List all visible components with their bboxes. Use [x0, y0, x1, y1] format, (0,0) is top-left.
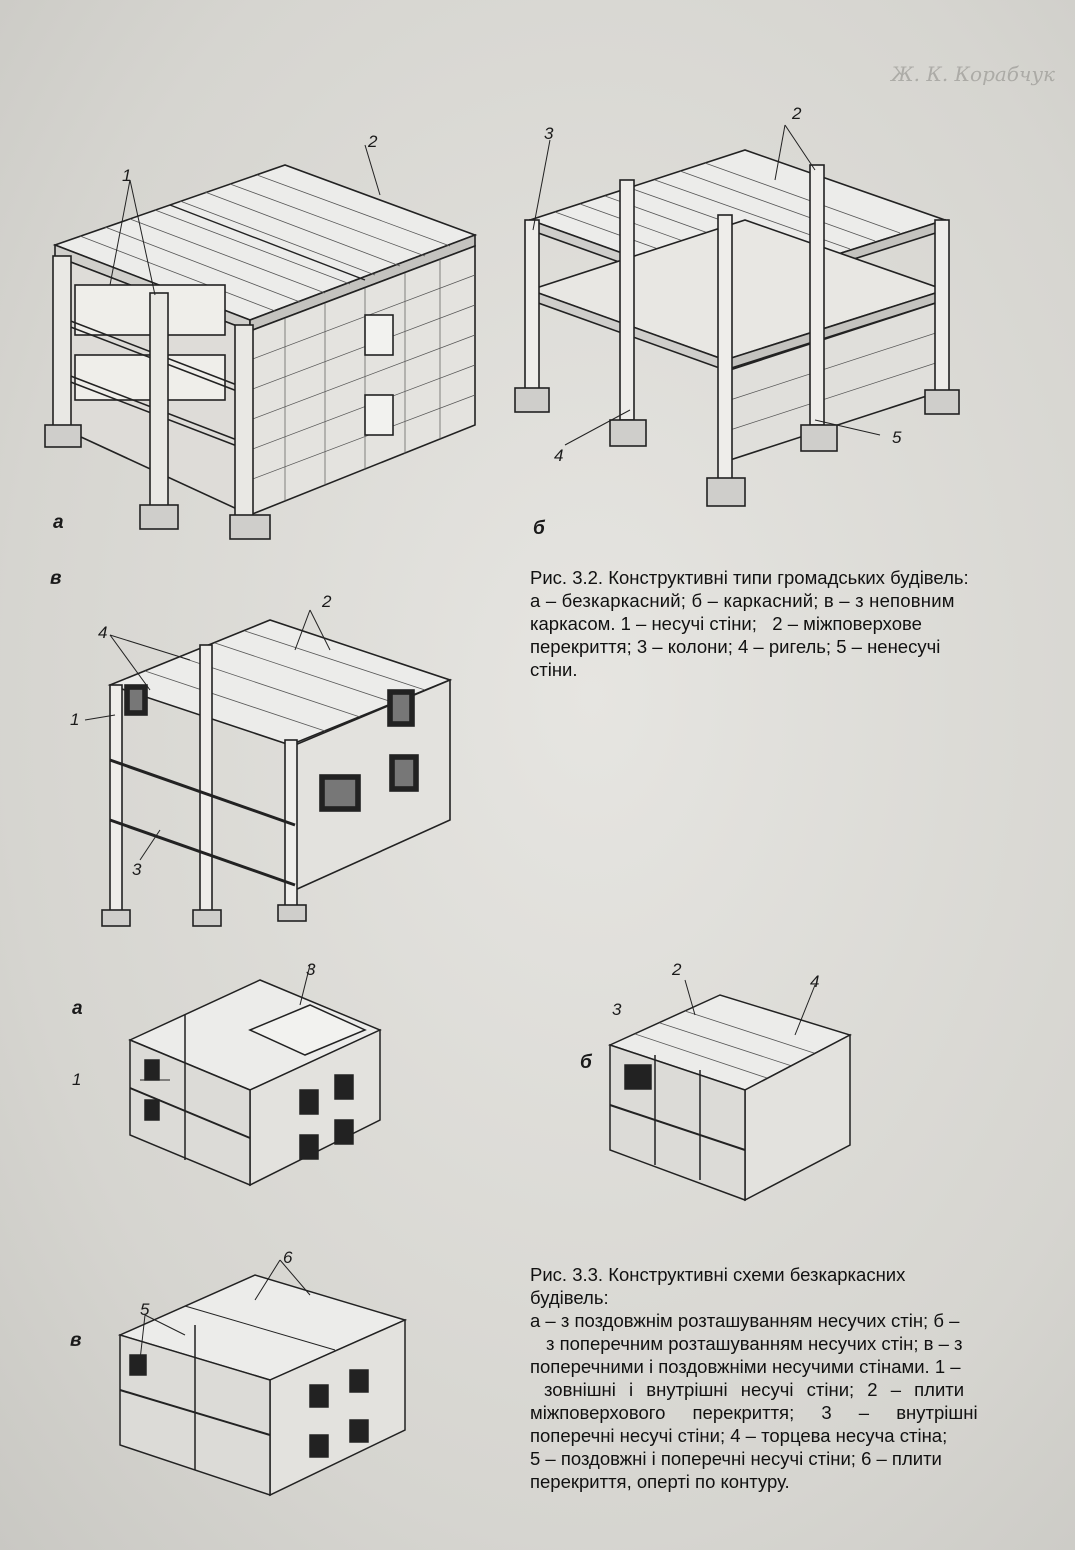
fig-3-3b-label-2: 2 — [672, 960, 682, 979]
fig-3-3a-label-1: 1 — [72, 1070, 82, 1089]
fig-3-2v-label-3: 3 — [132, 860, 142, 879]
figure-3-2-caption: Рис. 3.2. Конструктивні типи громадських будівель: а – безкаркасний; б – каркасний; в – з неповним каркасом. 1 – несучі стіни; 2 – міжповерхове перекриття; 3 – колони; 4 – ригель; 5 – ненесучі стіни. — [530, 567, 969, 680]
fig-3-2b-label-4: 4 — [554, 446, 564, 465]
fig-3-2a-label-2: 2 — [368, 132, 378, 151]
fig-3-2b-label-5: 5 — [892, 428, 902, 447]
fig-3-2b-letter: б — [533, 518, 545, 539]
fig-3-3b-label-4: 4 — [810, 972, 820, 991]
figure-3-3a-longitudinal-walls — [110, 960, 410, 1200]
fig-3-3a-label-3: 3 — [306, 960, 316, 979]
figure-3-2v-partial-frame-building — [70, 590, 520, 935]
fig-3-3v-letter: в — [70, 1330, 82, 1351]
figure-3-3-caption: Рис. 3.3. Конструктивні схеми безкаркасних будівель: а – з поздовжнім розташуванням несучих стін; б – з поперечним розташуванням несучих стін; в – з поперечними і поздовжніми несучими стінами. 1 – зовнішні і внутрішні несучі стіни; 2 – плити міжповерхового перекриття; 3 – внутрішні поперечні несучі стіни; 4 – торцева несуча стіна; 5 – поздовжні і поперечні несучі стіни; 6 – плити перекриття, оперті по контуру. — [530, 1264, 978, 1492]
fig-3-3a-letter: а — [72, 998, 83, 1019]
figure-3-2a-frameless-building — [35, 125, 495, 545]
fig-3-2a-letter: а — [53, 512, 64, 533]
fig-3-2b-label-2: 2 — [792, 104, 802, 123]
figure-3-3b-transverse-walls — [595, 975, 875, 1215]
fig-3-2v-label-1: 1 — [70, 710, 80, 729]
figure-3-3v-mixed-walls — [105, 1255, 435, 1505]
fig-3-3b-letter: б — [580, 1052, 592, 1073]
fig-3-2v-label-2: 2 — [322, 592, 332, 611]
figure-3-2b-framed-building — [505, 120, 975, 540]
fig-3-3v-label-6: 6 — [283, 1248, 293, 1267]
fig-3-3v-label-5: 5 — [140, 1300, 150, 1319]
fig-3-3b-label-3: 3 — [612, 1000, 622, 1019]
fig-3-2a-label-1: 1 — [122, 166, 132, 185]
running-header: Ж. К. Корабчук — [891, 62, 1055, 86]
fig-3-2v-letter: в — [50, 568, 62, 589]
fig-3-2v-label-4: 4 — [98, 623, 108, 642]
fig-3-2b-label-3: 3 — [544, 124, 554, 143]
